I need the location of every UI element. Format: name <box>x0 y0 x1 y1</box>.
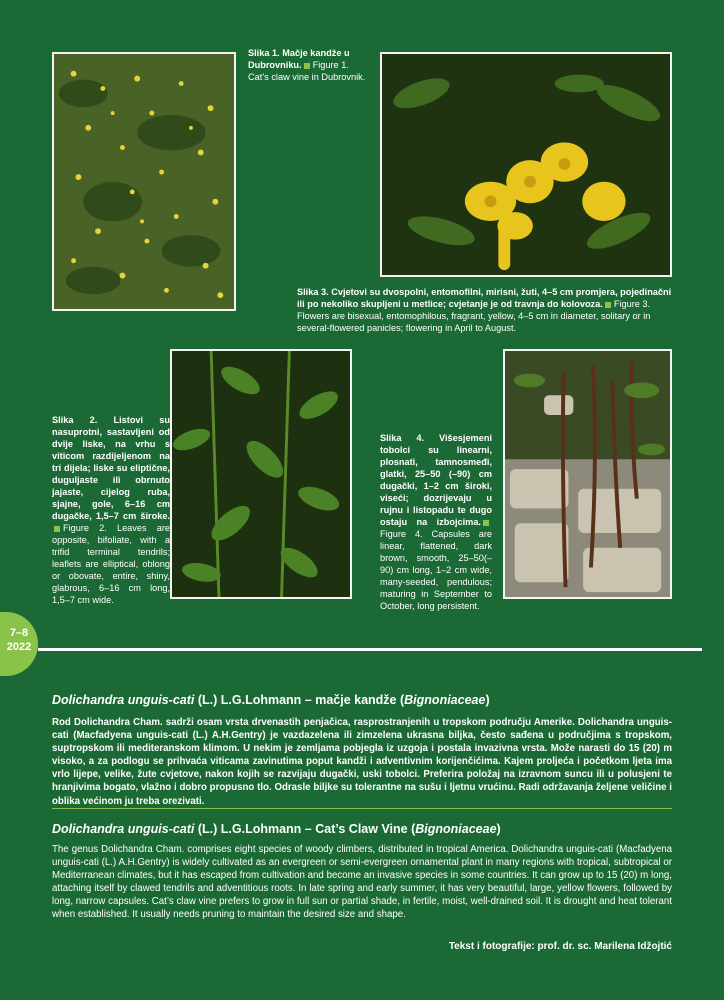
heading-hr <box>52 693 490 707</box>
heading-en-rest: (L.) L.G.Lohmann – Cat’s Claw Vine ( <box>194 822 416 836</box>
caption-figure-2 <box>52 414 170 606</box>
caption-figure-1-hr: Slika 1. Mačje kandže u Dubrovniku. <box>248 48 350 70</box>
caption-figure-2-en: Figure 2. Leaves are opposite, bifoliate, with a trifid terminal tendrils; leaflets are elliptical, oblong or obovate, entire, shiny, glabrous, 6–16 cm long, 1,5–7 cm wide. <box>52 523 170 605</box>
bullet-square-icon <box>605 302 611 308</box>
body-text-hr: Rod Dolichandra Cham. sadrži osam vrsta drvenastih penjačica, rasprostranjenih u tropskom području Amerike. Dolichandra unguis-cati (Macfadyena unguis-cati (L.) A.H.Gentry) je vazdazelena ili zimzelena ukrasna biljka, često sađena u područjima s tropskom, suptropskom ili mediteranskom klimom. U nekim je zemljama pobjegla iz uzgoja i postala invazivna vrsta. Može narasti do 15 (20) m visoko, a za podlogu se prihvaća viticama zavinutima poput kandži i adventivnim korijenčićima. Kajem proljeća i početkom ljeta ima vrlo lijepe, velike, žute cvjetove, nakon kojih se razvijaju dugački, uski tobolci. Preferira položaj na izravnom suncu ili u polusjeni te hranjivima bogato, vlažno i dobro propusno tlo. Odrasle biljke su tolerantne na sušu i ljetnu vrućinu. Radi održavanja željene veličine i oblika većinom ju treba orezivati. <box>52 717 672 807</box>
heading-en <box>52 822 501 836</box>
photo-vine-wall <box>52 52 236 311</box>
heading-hr-family: Bignoniaceae <box>404 693 486 707</box>
heading-en-species: Dolichandra unguis-cati <box>52 822 195 836</box>
caption-figure-1-en: Figure 1. Cat’s claw vine in Dubrovnik. <box>248 60 366 82</box>
issue-number: 7–8 <box>9 627 29 639</box>
heading-en-family: Bignoniaceae <box>415 822 497 836</box>
divider-middle <box>52 808 672 809</box>
caption-figure-3-en: Figure 3. Flowers are bisexual, entomophilous, fragrant, yellow, 4–5 cm in diameter, solitary or in several-flowered panicles; flowering in April to August. <box>297 299 651 333</box>
heading-hr-rest: (L.) L.G.Lohmann – mačje kandže ( <box>194 693 405 707</box>
photo-leaves <box>170 349 352 599</box>
heading-en-close: ) <box>496 822 501 836</box>
issue-badge <box>0 612 38 676</box>
caption-figure-3 <box>297 286 677 334</box>
caption-figure-4-hr: Slika 4. Višesjemeni tobolci su linearni, plosnati, tamnosmeđi, glatki, 25–50 (–90) cm dugački, 1–2 cm široki, viseći; dozrijevaju u rujnu i listopadu te dugo ostaju na izbojcima. <box>380 433 492 527</box>
issue-year: 2022 <box>6 641 32 653</box>
body-text-en: The genus Dolichandra Cham. comprises eight species of woody climbers, distributed in tropical America. Dolichandra unguis-cati (Macfadyena unguis-cati (L.) A.H.Gentry) is widely cultivated as an evergreen or semi-evergreen ornamental plant in many regions with tropical, subtropical or Mediterranean climates, but it has escaped from cultivation and become an invasive species in some countries. It can grow up to 15 (20) m long, attaching itself by clawed tendrils and adventitious roots. In late spring and early summer, it has very beautiful, large, yellow flowers, followed by long, narrow capsules. Cat’s claw vine prefers to grow in full sun or partial shade, in fertile, moist, well-drained soil. It is drought and heat tolerant when established. It usually needs pruning to maintain the desired size and shape. <box>52 844 672 921</box>
bullet-square-icon <box>483 520 489 526</box>
caption-figure-1 <box>248 47 368 83</box>
bullet-square-icon <box>54 526 60 532</box>
divider-top <box>38 648 702 651</box>
photo-capsules <box>503 349 672 599</box>
author-credit: Tekst i fotografije: prof. dr. sc. Marilena Idžojtić <box>448 941 672 952</box>
caption-figure-4 <box>380 432 492 612</box>
caption-figure-4-en: Figure 4. Capsules are linear, flattened, dark brown, smooth, 25–50(–90) cm long, 1–2 cm wide, many-seeded, pendulous; maturing in September to October, long persistent. <box>380 529 492 611</box>
bullet-square-icon <box>304 63 310 69</box>
caption-figure-3-hr: Slika 3. Cvjetovi su dvospolni, entomofilni, mirisni, žuti, 4–5 cm promjera, pojedinačni ili po nekoliko skupljeni u metlice; cvjetanje je od travnja do kolovoza. <box>297 287 672 309</box>
photo-flowers <box>380 52 672 277</box>
heading-hr-species: Dolichandra unguis-cati <box>52 693 195 707</box>
caption-figure-2-hr: Slika 2. Listovi su nasuprotni, sastavljeni od dvije liske, na vrhu s viticom razdijeljenom na tri dijela; liske su eliptične, duguljaste ili obrnuto jajaste, cijelog ruba, sjajne, gole, 6–16 cm dugačke, 1,5–7 cm široke. <box>52 415 170 521</box>
heading-hr-close: ) <box>485 693 490 707</box>
